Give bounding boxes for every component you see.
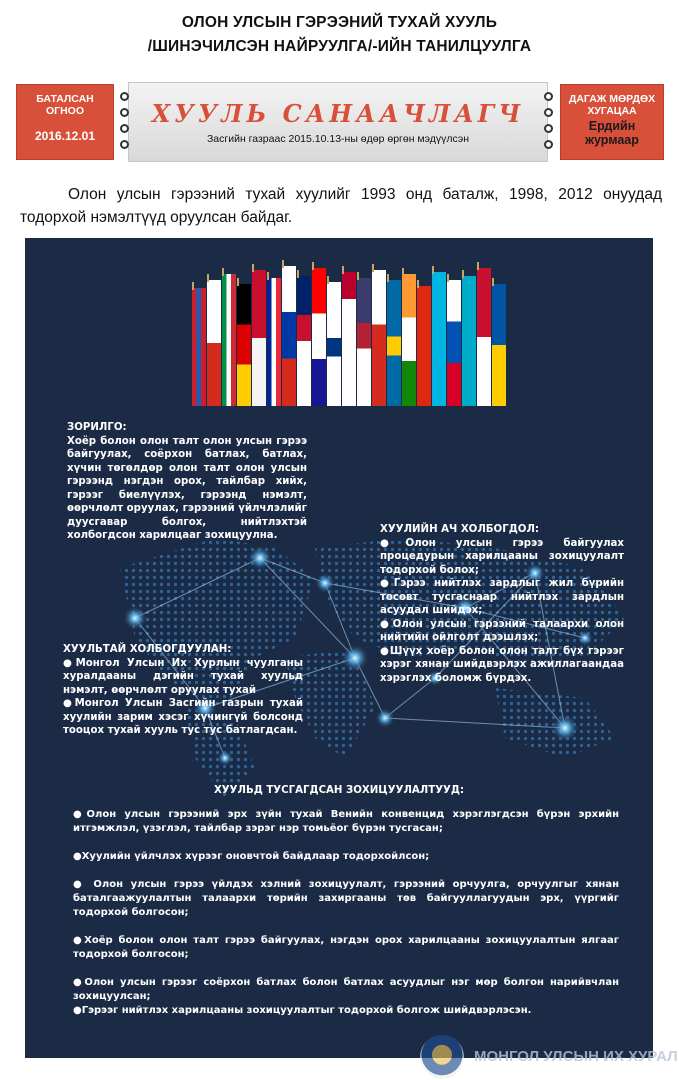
goal-text: Хоёр болон олон талт олон улсын гэрээ байгуулах, соёрхон батлах, батлах, хүчин төгөлдөр олон талт олон улсын гэрээнд нэгдэн орох, тайлбар хийх, гэрээг биелүүлэх, гэрээнд нэмэлт, өөрчлөлт оруулах, гэрээний үйлчлэлийг дуусгавар болгох, нийтлэхтэй холбогдсон харилцааг зохицуулна. bbox=[67, 435, 307, 541]
info-banner bbox=[16, 82, 664, 162]
significance-item: ●Олон улсын гэрээ байгуулах процедурын харилцааны зохицуулалт тодорхой болох; bbox=[380, 537, 624, 576]
intro-paragraph: Олон улсын гэрээний тухай хуулийг 1993 онд баталж, 1998, 2012 онуудад тодорхой нэмэлтүүд оруулсан байдаг. bbox=[20, 186, 662, 226]
binder-ring-icon bbox=[120, 124, 129, 133]
initiator-subtitle: Засгийн газраас 2015.10.13-ны өдөр өргөн мэдүүлсэн bbox=[206, 133, 470, 145]
initiator-box bbox=[128, 82, 548, 162]
related-laws-heading: ХУУЛЬТАЙ ХОЛБОГДУУЛАН: bbox=[63, 644, 232, 655]
binder-ring-icon bbox=[120, 92, 129, 101]
binder-ring-icon bbox=[544, 108, 553, 117]
related-law-item: ●Монгол Улсын Их Хурлын чуулганы хуралдааны дэгийн тухай хуульд нэмэлт, өөрчлөлт оруулах тухай bbox=[63, 657, 303, 696]
goal-heading: ЗОРИЛГО: bbox=[67, 422, 127, 433]
binder-ring-icon bbox=[120, 140, 129, 149]
binder-ring-icon bbox=[120, 108, 129, 117]
regulation-item: ●Олон улсын гэрээг соёрхон батлах болон батлах асуудлыг нэг мөр болгон нарийвчлан зохицуулсан; bbox=[73, 977, 619, 1002]
approved-date-value: 2016.12.01 bbox=[34, 129, 96, 143]
related-law-item: ●Монгол Улсын Засгийн газрын тухай хуулийн зарим хэсэг хүчингүй болсонд тооцох тухай хууль тус тус батлагдсан. bbox=[63, 698, 303, 736]
parliament-watermark bbox=[420, 1035, 679, 1080]
national-flags-image bbox=[192, 264, 512, 406]
infographic-poster bbox=[25, 238, 653, 1058]
watermark-text: МОНГОЛ УЛСЫН ИХ ХУРАЛ bbox=[474, 1048, 678, 1065]
significance-item: ●Шүүх хоёр болон олон талт бүх гэрээг хэрэг хянан шийдвэрлэх ажиллагаандаа хэрэглэх боломж бүрдэх. bbox=[380, 645, 624, 684]
effective-date-box bbox=[560, 84, 664, 160]
effective-date-value: Ердийн журмаар bbox=[585, 119, 639, 147]
initiator-title: ХУУЛЬ САНААЧЛАГЧ bbox=[151, 99, 525, 128]
related-laws-section bbox=[63, 643, 303, 738]
page-title-line1: ОЛОН УЛСЫН ГЭРЭЭНИЙ ТУХАЙ ХУУЛЬ bbox=[181, 14, 498, 31]
approved-date-label: БАТАЛСАН ОГНОО bbox=[36, 93, 94, 117]
regulations-heading: ХУУЛЬД ТУСГАГДСАН ЗОХИЦУУЛАЛТУУД: bbox=[213, 785, 465, 796]
approved-date-box bbox=[16, 84, 114, 160]
regulation-item: ●Хоёр болон олон талт гэрээ байгуулах, нэгдэн орох харилцааны зохицуулалтын ялгааг тодорхой болгосон; bbox=[73, 935, 619, 960]
significance-section bbox=[380, 523, 624, 685]
significance-item: ●Олон улсын гэрээний талаархи олон нийтийн ойлголт дээшлэх; bbox=[380, 618, 624, 643]
effective-date-label: ДАГАЖ МӨРДӨХ ХУГАЦАА bbox=[568, 93, 656, 117]
binder-ring-icon bbox=[544, 92, 553, 101]
parliament-emblem-icon bbox=[420, 1035, 464, 1079]
regulation-item: ●Гэрээг нийтлэх харилцааны зохицуулалтыг тодорхой болгож шийдвэрлэсэн. bbox=[73, 1005, 532, 1016]
binder-ring-icon bbox=[544, 140, 553, 149]
regulation-item: ●Олон улсын гэрээний эрх зүйн тухай Венийн конвенцид хэрэглэгдсэн бүрэн эрхийн итгэмжлэл, үзэглэл, тайлбар зэрэг нэр томьёог бүрэн тусгасан; bbox=[73, 809, 619, 834]
regulations-list bbox=[73, 808, 619, 1032]
significance-item: ●Гэрээ нийтлэх зардлыг жил бүрийн төсөвт тусгаснаар нийтлэх зардлын асуудал шийдэх; bbox=[380, 578, 624, 616]
significance-heading: ХУУЛИЙН АЧ ХОЛБОГДОЛ: bbox=[380, 524, 539, 535]
regulation-item: ●Хуулийн үйлчлэх хүрээг оновчтой байдлаар тодорхойлсон; bbox=[73, 851, 430, 862]
binder-ring-icon bbox=[544, 124, 553, 133]
page-title-line2: /ШИНЭЧИЛСЭН НАЙРУУЛГА/-ИЙН ТАНИЛЦУУЛГА bbox=[147, 38, 532, 55]
regulation-item: ● Олон улсын гэрээ үйлдэх хэлний зохицуулалт, гэрээний орчуулга, орчуулгыг хянан баталгаажуулалтын талаархи төрийн захиргааны төв байгууллагуудын эрх, үүргийг тодорхой болгосон; bbox=[73, 879, 619, 918]
goal-section bbox=[67, 421, 307, 543]
